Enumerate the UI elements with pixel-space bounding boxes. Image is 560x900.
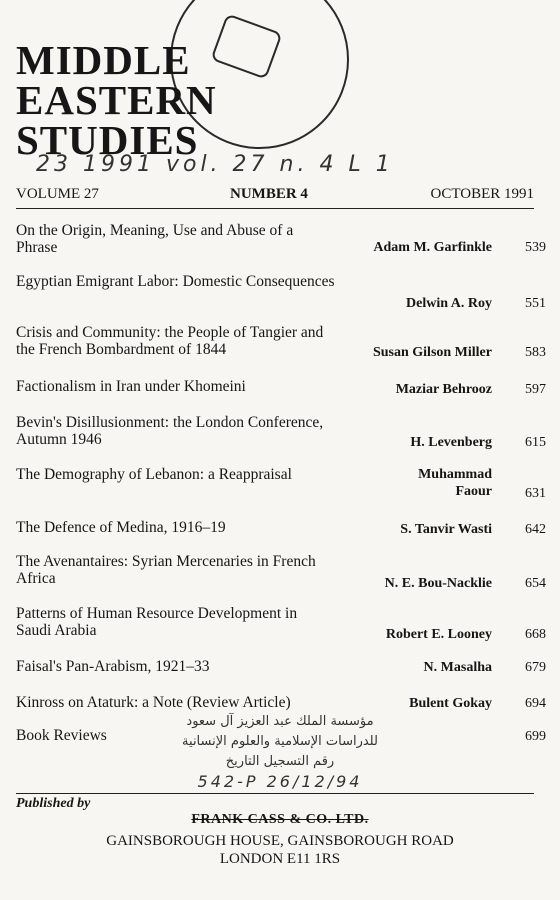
- stamp-text-line: مؤسسة الملك عبد العزيز آل سعود: [186, 714, 374, 729]
- library-registration-stamp: [150, 712, 410, 792]
- article-title: The Avenantaires: Syrian Mercenaries in French Africa: [16, 553, 316, 587]
- article-page: 583: [525, 345, 546, 360]
- article-page: 699: [525, 729, 546, 744]
- article-author: N. E. Bou-Nacklie: [384, 576, 492, 591]
- article-title: Patterns of Human Resource Development in Saudi Arabia: [16, 605, 298, 639]
- masthead-line-2: EASTERN: [16, 77, 217, 123]
- publisher-address-line-1: GAINSBOROUGH HOUSE, GAINSBOROUGH ROAD: [106, 833, 454, 849]
- article-author: Susan Gilson Miller: [372, 345, 492, 360]
- article-title: The Demography of Lebanon: a Reappraisal: [16, 466, 292, 483]
- date-label: OCTOBER 1991: [430, 186, 534, 202]
- article-page: 539: [525, 240, 546, 255]
- publisher-address-line-2: LONDON E11 1RS: [219, 851, 341, 867]
- article-title: Crisis and Community: the People of Tangier and the French Bombardment of 1844: [16, 324, 324, 358]
- article-title: Kinross on Ataturk: a Note (Review Article): [16, 694, 291, 711]
- masthead-line-3: STUDIES: [16, 117, 199, 163]
- article-title: The Defence of Medina, 1916–19: [16, 519, 226, 536]
- article-author: N. Masalha: [423, 660, 492, 675]
- article-author: Robert E. Looney: [385, 627, 492, 642]
- article-author: Delwin A. Roy: [406, 296, 492, 311]
- article-page: 631: [525, 486, 546, 501]
- article-title: Egyptian Emigrant Labor: Domestic Consequences: [16, 273, 335, 290]
- article-author: Maziar Behrooz: [395, 382, 492, 397]
- number-label: NUMBER 4: [230, 186, 308, 202]
- article-title: Book Reviews: [16, 727, 107, 744]
- handwritten-note: 23 1991 vol. 27 n. 4 L 1: [36, 152, 394, 177]
- article-page: 642: [525, 522, 546, 537]
- volume-label: VOLUME 27: [16, 186, 99, 202]
- stamp-emblem: [210, 13, 282, 79]
- article-author: Adam M. Garfinkle: [373, 240, 492, 255]
- article-title: Faisal's Pan-Arabism, 1921–33: [16, 658, 210, 675]
- article-page: 668: [525, 627, 546, 642]
- journal-masthead: [16, 37, 217, 163]
- top-divider: [16, 208, 534, 209]
- stamp-text-line: رقم التسجيل: [263, 754, 335, 769]
- article-author: S. Tanvir Wasti: [400, 522, 492, 537]
- publisher-name: [0, 812, 560, 828]
- article-page: 597: [525, 382, 546, 397]
- article-page: 654: [525, 576, 546, 591]
- article-title: Factionalism in Iran under Khomeini: [16, 378, 246, 395]
- stamp-handwritten-number: 542-P 26/12/94: [197, 772, 363, 791]
- bottom-divider: [16, 793, 534, 794]
- publisher-name-text: FRANK CASS & CO. LTD.: [191, 812, 369, 827]
- article-page: 615: [525, 435, 546, 450]
- article-page: 694: [525, 696, 546, 711]
- article-title: On the Origin, Meaning, Use and Abuse of a Phrase: [16, 222, 294, 256]
- masthead-line-1: MIDDLE: [16, 37, 191, 83]
- stamp-text-line: التاريخ: [225, 754, 260, 769]
- article-author: Bulent Gokay: [409, 696, 492, 711]
- article-author: Muhammad Faour: [418, 467, 492, 499]
- article-author: H. Levenberg: [410, 435, 492, 450]
- stamp-text-line: للدراسات الإسلامية والعلوم الإنسانية: [182, 734, 378, 749]
- article-title: Bevin's Disillusionment: the London Conference, Autumn 1946: [16, 414, 324, 448]
- article-page: 679: [525, 660, 546, 675]
- article-page: 551: [525, 296, 546, 311]
- published-by-label: Published by: [16, 796, 91, 811]
- issue-info: [16, 186, 534, 206]
